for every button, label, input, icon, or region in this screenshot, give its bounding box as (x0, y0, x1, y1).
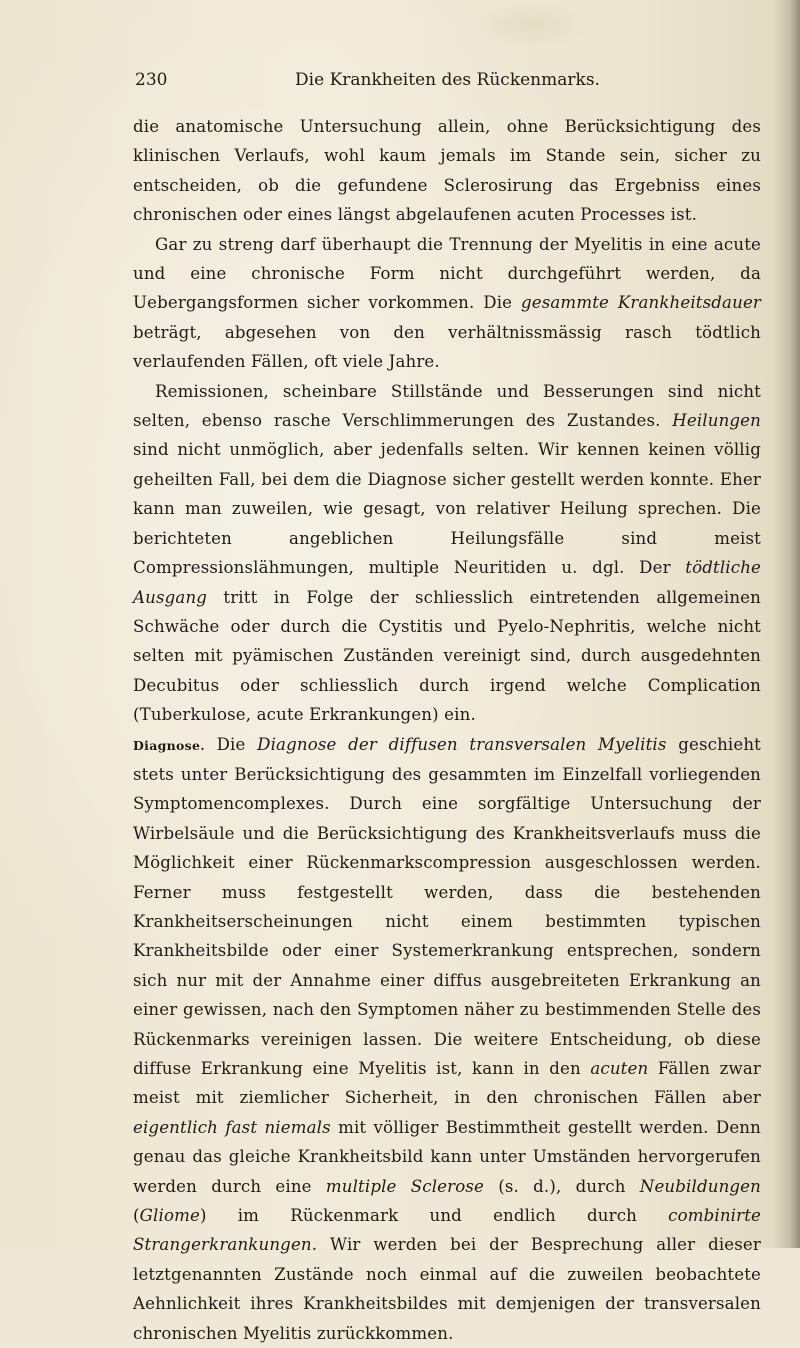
emphasis-eigentlich-fast-niemals: eigentlich fast niemals (133, 1117, 331, 1137)
paper-stain (470, 0, 590, 50)
page-header (135, 70, 760, 96)
emphasis-heilungen: Heilungen (672, 411, 761, 431)
page-edge-shadow (774, 0, 800, 1248)
paragraph-2: Gar zu streng darf überhaupt die Trennung der Myelitis in eine acute und eine chronische Form nicht durchgeführt werden, da Uebergangsformen sicher vorkommen. Die gesammte Krankheitsdauer beträgt, abgesehen von den verhältnissmässig rasch tödtlich verlaufenden Fällen, oft viele Jahre. (133, 234, 761, 372)
emphasis-gesammte-krankheitsdauer: gesammte Krankheitsdauer (520, 293, 761, 313)
sidenote-diagnose: Diagnose. (133, 737, 205, 753)
emphasis-combinirte-strangerkrankungen: combinirte Strangerkrankungen. (133, 1206, 761, 1255)
emphasis-acuten: acuten (590, 1059, 649, 1078)
emphasis-neubildungen: Neubildungen (639, 1176, 761, 1196)
running-title: Die Krankheiten des Rückenmarks. (295, 70, 600, 90)
emphasis-multiple-sclerose: multiple Sclerose (325, 1176, 484, 1196)
paragraph-1: die anatomische Untersuchung allein, ohne Berücksichtigung des klinischen Verlaufs, wohl kaum jemals im Stande sein, sicher zu entscheiden, ob die gefundene Sclerosirung das Ergebniss eines chronischen oder eines längst abgelaufenen acuten Processes ist. (133, 117, 761, 225)
page-number: 230 (135, 70, 168, 90)
emphasis-gliome: Gliome (139, 1206, 200, 1226)
paragraph-3: Remissionen, scheinbare Stillstände und Besserungen sind nicht selten, ebenso rasche Verschlimmerungen des Zustandes. Heilungen sind nicht unmöglich, aber jedenfalls selten. Wir kennen keinen völlig geheilten Fall, bei dem die Diagnose sicher gestellt werden konnte. Eher kann man zuweilen, wie gesagt, von relativer Heilung sprechen. Die berichteten angeblichen Heilungsfälle sind meist Compressionslähmungen, multiple Neuritiden u. dgl. Der tödtliche Ausgang tritt in Folge der schliesslich eintretenden allgemeinen Schwäche oder durch die Cystitis und Pyelo-Nephritis, welche nicht selten mit pyämischen Zuständen vereinigt sind, durch ausgedehnten Decubitus oder schliesslich durch irgend welche Complication (Tuberkulose, acute Erkrankungen) ein. (133, 381, 761, 725)
emphasis-diagnose-title: Diagnose der diffusen transversalen Myelitis (257, 734, 667, 754)
paragraph-4: Diagnose. Die Diagnose der diffusen transversalen Myelitis geschieht stets unter Berücksichtigung des gesammten im Einzelfall vorliegenden Symptomencomplexes. Durch eine sorgfältige Untersuchung der Wirbelsäule und die Berücksichtigung des Krankheitsverlaufs muss die Möglichkeit einer Rückenmarkscompression ausgeschlossen werden. Ferner muss festgestellt werden, dass die bestehenden Krankheitserscheinungen nicht einem bestimmten typischen Krankheitsbilde oder einer Systemerkrankung entsprechen, sondern sich nur mit der Annahme einer diffus ausgebreiteten Erkrankung an einer gewissen, nach den Symptomen näher zu bestimmenden Stelle des Rückenmarks vereinigen lassen. Die weitere Entscheidung, ob diese diffuse Erkrankung eine Myelitis ist, kann in den acuten Fällen zwar meist mit ziemlicher Sicherheit, in den chronischen Fällen aber eigentlich fast niemals mit völliger Bestimmtheit gestellt werden. Denn genau das gleiche Krankheitsbild kann unter Umständen hervorgerufen werden durch eine multiple Sclerose (s. d.), durch Neubildungen (Gliome) im Rückenmark und endlich durch combinirte Strangerkrankungen. Wir werden bei der Besprechung aller dieser letztgenannten Zustände noch einmal auf die zuweilen beobachtete Aehnlichkeit ihres Krankheitsbildes mit demjenigen der transversalen chronischen Myelitis zurückkommen. (133, 734, 761, 1343)
emphasis-toedtliche-ausgang: tödtliche Ausgang (133, 558, 761, 607)
body-text (133, 112, 761, 1348)
